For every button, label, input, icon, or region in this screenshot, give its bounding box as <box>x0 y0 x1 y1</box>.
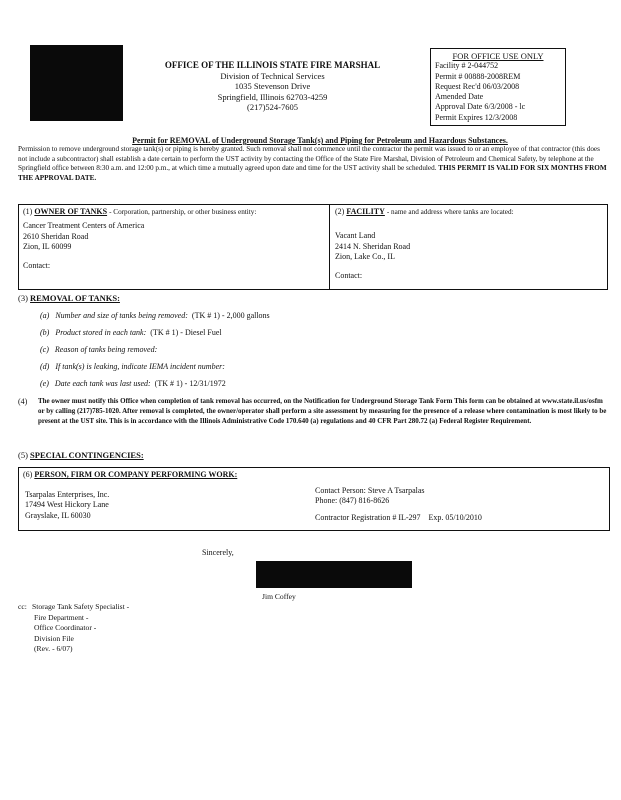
cc-item: Fire Department - <box>34 612 89 622</box>
request-received: Request Rec'd 06/03/2008 <box>435 81 520 91</box>
item-answer: (TK # 1) - 2,000 gallons <box>191 311 270 320</box>
facility-city: Zion, Lake Co., IL <box>335 252 395 262</box>
permit-expires: Permit Expires 12/3/2008 <box>435 112 518 122</box>
office-use-box <box>430 48 566 126</box>
facility-number-label: (2) <box>335 207 345 216</box>
cc-lead: cc: <box>18 602 27 611</box>
owner-section <box>23 207 323 271</box>
owner-number: (1) <box>23 207 33 216</box>
removal-number: (3) <box>18 293 28 303</box>
permit-number: Permit # 00888-2008REM <box>435 71 521 81</box>
cc-item: Storage Tank Safety Specialist - <box>32 602 130 611</box>
facility-description: - name and address where tanks are located: <box>386 208 514 216</box>
facility-address: 2414 N. Sheridan Road <box>335 241 411 251</box>
notify-text: The owner must notify this Office when completion of tank removal has occurred, on the Notification for Underground Storage Tank Form This form can be obtained at www.state.il.us/osfm or by calling (217)785-1020. After removal is completed, the owner/operator shall perform a site assessment by measuring for the presence of a release where contamination is most likely to be present at the UST site. This is in accordance with the Illinois Administrative Code 170.640 (a) regulations and 40 CFR Part 280.72 (a) Federal Register Requirement. <box>38 397 607 425</box>
item-mark: (c) <box>40 345 49 354</box>
office-use-title: FOR OFFICE USE ONLY <box>452 51 544 61</box>
removal-item-c <box>40 345 157 354</box>
owner-description: - Corporation, partnership, or other business entity: <box>109 208 257 216</box>
company-address: 17494 West Hickory Lane <box>25 500 109 510</box>
contact-phone: Phone: (847) 816-8626 <box>315 496 390 506</box>
header-division: Division of Technical Services <box>220 70 325 81</box>
agency-header <box>150 60 395 113</box>
item-question: If tank(s) is leaking, indicate IEMA incident number: <box>55 362 225 371</box>
permit-body <box>18 145 608 183</box>
owner-facility-box <box>18 204 608 290</box>
amended-date: Amended Date <box>435 92 484 102</box>
approval-date: Approval Date 6/3/2008 - lc <box>435 102 526 112</box>
cc-item: (Rev. - 6/07) <box>34 644 73 653</box>
item-answer: (TK # 1) - Diesel Fuel <box>150 328 222 337</box>
cc-item: Office Coordinator - <box>34 623 97 632</box>
item-question: Date each tank was last used: <box>54 379 151 388</box>
removal-item-a <box>40 311 270 320</box>
permit-body-text: Permission to remove underground storage tank(s) or piping is hereby granted. Such removal shall not commence until the contractor the permit was issued to or an employee of that contractor (this does not include a subcontractor) shall establish a date certain to perform the UST activity by contacting the Office of the State Fire Marshal, Division of Petroleum and Chemical Safety, by telephone at the Springfield office between 8:30 a.m. and 12:00 p.m., at which time a mutually agreed upon date and time for the UST activity shall be scheduled. <box>18 145 600 173</box>
cc-list <box>32 602 129 655</box>
company-name: Tsarpalas Enterprises, Inc. <box>25 490 110 499</box>
item-question: Reason of tanks being removed: <box>54 345 158 354</box>
facility-name: Vacant Land <box>335 231 376 241</box>
facility-contact: Contact: <box>335 270 363 280</box>
item-mark: (e) <box>40 379 49 388</box>
header-street: 1035 Stevenson Drive <box>234 81 311 91</box>
company-box <box>18 467 610 531</box>
removal-item-e <box>40 379 226 388</box>
permit-title: Permit for REMOVAL of Underground Storage Tank(s) and Piping for Petroleum and Hazardous Substances. <box>132 136 508 145</box>
owner-city: Zion, IL 60099 <box>23 242 72 252</box>
item-mark: (d) <box>40 362 50 371</box>
special-label: SPECIAL CONTINGENCIES: <box>30 450 144 460</box>
removal-label: REMOVAL OF TANKS: <box>30 293 120 303</box>
notify-section <box>18 397 608 426</box>
item-answer: (TK # 1) - 12/31/1972 <box>154 379 226 388</box>
sincerely-text: Sincerely, <box>202 548 234 557</box>
removal-item-d <box>40 362 225 371</box>
contractor-registration-row <box>315 513 605 523</box>
item-mark: (b) <box>40 328 50 337</box>
cc-item: Division File <box>34 633 74 643</box>
facility-section <box>335 207 603 281</box>
permit-validity: THIS PERMIT IS VALID FOR SIX MONTHS FROM THE APPROVAL DATE. <box>18 164 607 182</box>
removal-heading <box>18 293 120 303</box>
item-question: Number and size of tanks being removed: <box>55 311 188 320</box>
redacted-signature <box>256 561 412 588</box>
company-label: PERSON, FIRM OR COMPANY PERFORMING WORK: <box>34 470 238 479</box>
owner-label: OWNER OF TANKS <box>34 207 108 216</box>
removal-item-b <box>40 328 222 337</box>
header-phone: (217)524-7605 <box>247 102 298 112</box>
owner-address: 2610 Sheridan Road <box>23 231 89 241</box>
item-question: Product stored in each tank: <box>55 328 147 337</box>
owner-contact: Contact: <box>23 260 51 270</box>
company-contact <box>315 486 605 523</box>
item-mark: (a) <box>40 311 50 320</box>
company-city: Grayslake, IL 60030 <box>25 510 91 520</box>
registration-expiration: Exp. 05/10/2010 <box>428 512 482 522</box>
signer-name: Jim Coffey <box>262 592 296 601</box>
contractor-registration: Contractor Registration # IL-297 <box>315 512 421 522</box>
header-agency-name: OFFICE OF THE ILLINOIS STATE FIRE MARSHAL <box>164 60 381 70</box>
redacted-logo <box>30 45 123 121</box>
facility-number: Facility # 2-044752 <box>435 61 499 71</box>
company-heading <box>23 470 237 480</box>
facility-label: FACILITY <box>346 207 385 216</box>
header-city: Springfield, Illinois 62703-4259 <box>217 91 328 102</box>
company-number: (6) <box>23 470 33 479</box>
company-details <box>25 490 305 521</box>
owner-name: Cancer Treatment Centers of America <box>23 221 145 231</box>
contact-person: Contact Person: Steve A Tsarpalas <box>315 486 425 495</box>
special-contingencies <box>18 450 144 460</box>
special-number: (5) <box>18 450 28 460</box>
notify-number: (4) <box>18 397 28 406</box>
